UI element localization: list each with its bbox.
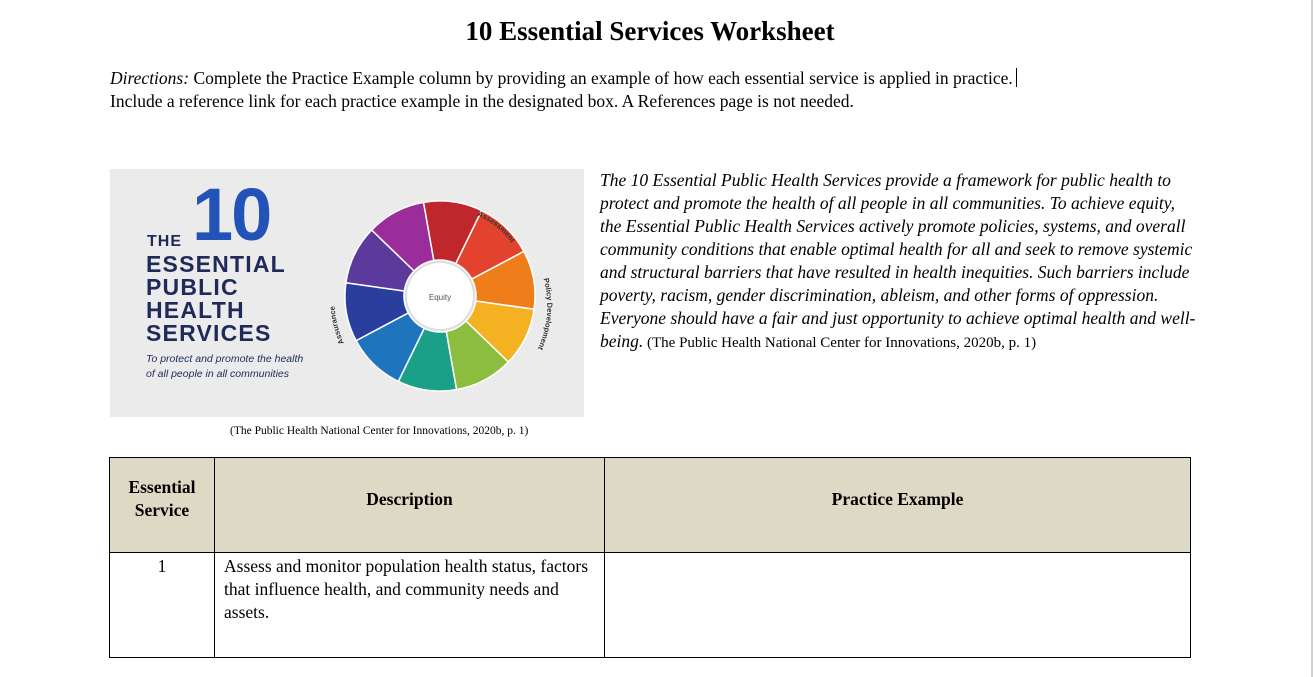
table-header-row xyxy=(110,458,1191,553)
table-row xyxy=(110,553,1191,658)
page-title: 10 Essential Services Worksheet xyxy=(465,16,835,46)
directions-lead: Directions: xyxy=(110,68,190,88)
header-practice-example: Practice Example xyxy=(605,458,1191,553)
header-essential-service: Essential Service xyxy=(110,458,215,553)
text-cursor xyxy=(1016,68,1017,87)
services-wheel xyxy=(320,179,570,409)
header-description: Description xyxy=(215,458,605,553)
wheel-center-label: Equity xyxy=(428,293,452,302)
graphic-word-services: SERVICES xyxy=(146,320,272,346)
graphic-word-public: PUBLIC xyxy=(146,274,239,300)
service-number-cell: 1 xyxy=(110,553,215,658)
graphic-the: THE xyxy=(147,233,182,250)
ring-label-assessment: Assessment xyxy=(476,209,517,245)
graphic-word-health: HEALTH xyxy=(146,297,245,323)
practice-example-cell[interactable] xyxy=(605,553,1191,658)
ring-label-policy: Policy Development xyxy=(536,277,555,352)
graphic-subtitle: To protect and promote the health of all people in all communities xyxy=(146,353,304,380)
directions xyxy=(110,67,1230,113)
graphic-number: 10 xyxy=(192,173,271,256)
block-quote xyxy=(600,169,1200,355)
essential-services-graphic xyxy=(110,169,584,417)
graphic-word-essential: ESSENTIAL xyxy=(146,251,286,277)
quote-citation: (The Public Health National Center for Innovations, 2020b, p. 1) xyxy=(643,335,1037,351)
graphic-caption: (The Public Health National Center for Innovations, 2020b, p. 1) xyxy=(230,425,529,437)
directions-line2: Include a reference link for each practice example in the designated box. A References page is not needed. xyxy=(110,91,854,111)
quote-text: The 10 Essential Public Health Services provide a framework for public health to protect and promote the health of all people in all communities. To achieve equity, the Essential Public Health Services actively promote policies, systems, and overall community conditions that enable optimal health for all and seek to remove systemic and structural barriers that have resulted in health inequities. Such barriers include poverty, racism, gender discrimination, ableism, and other forms of oppression. Everyone should have a fair and just opportunity to achieve optimal health and well-being. xyxy=(600,170,1196,351)
services-table xyxy=(109,457,1191,658)
directions-line1: Complete the Practice Example column by providing an example of how each essential service is applied in practice. xyxy=(189,68,1013,88)
service-description-cell: Assess and monitor population health status, factors that influence health, and community needs and assets. xyxy=(215,553,605,658)
ring-label-assurance: Assurance xyxy=(327,305,346,346)
